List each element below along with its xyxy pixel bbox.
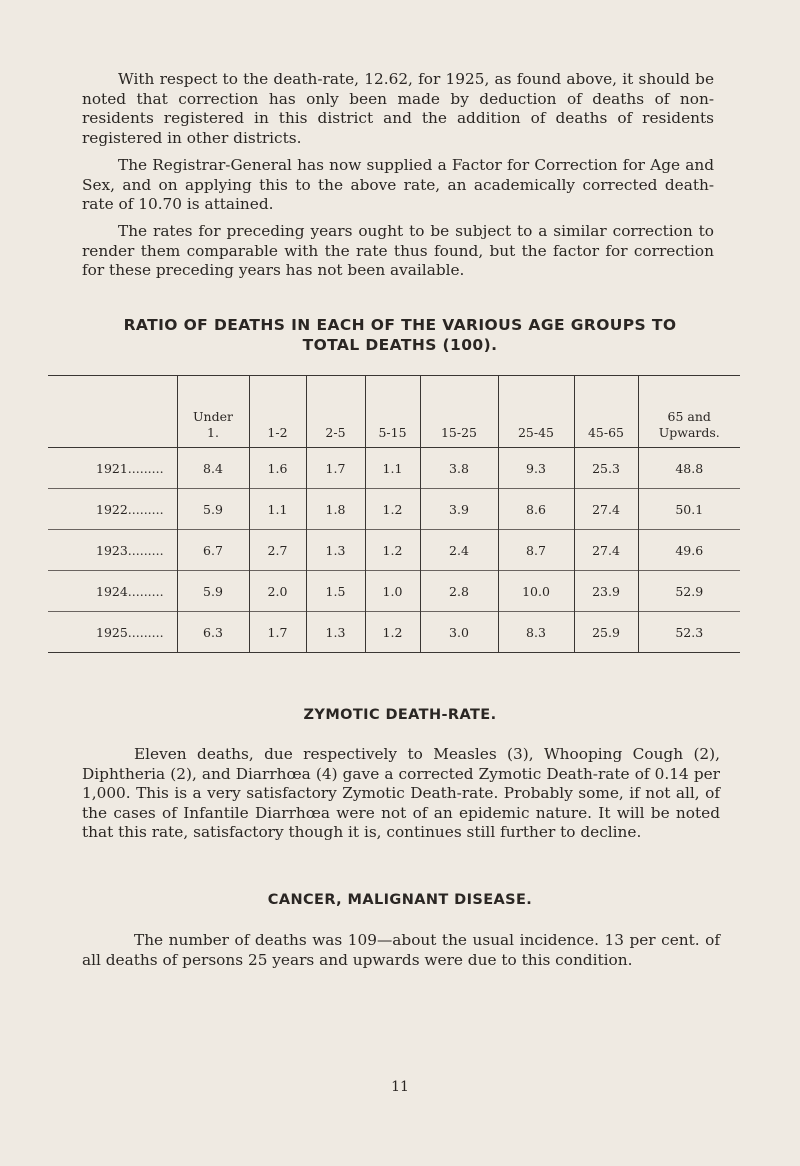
zymotic-heading: ZYMOTIC DEATH-RATE. bbox=[303, 707, 497, 723]
table-cell: 50.1 bbox=[638, 489, 740, 530]
table-cell: 8.6 bbox=[498, 489, 574, 530]
zymotic-paragraph: Eleven deaths, due respectively to Measles (3), Whooping Cough (2), Diphtheria (2), and Diarrhœa (4) gave a corrected Zymotic Death-rate of 0.14 per 1,000. This is a very satisfactory Zymotic Death-rate. Probably some, if not all, of the cases of Infantile Diarrhœa were not of an epidemic nature. It will be noted that this rate, satisfactory though it is, continues still further to decline. bbox=[82, 745, 720, 841]
table-cell: 25.3 bbox=[574, 448, 638, 489]
table-cell: 3.9 bbox=[420, 489, 498, 530]
table-cell: 1.7 bbox=[249, 612, 306, 653]
row-year: 1921......... bbox=[96, 460, 164, 476]
age-group-ratio-table bbox=[48, 375, 740, 653]
ratio-table-title-line1: RATIO OF DEATHS IN EACH OF THE VARIOUS AGE GROUPS TO bbox=[123, 316, 677, 334]
table-cell: 1.3 bbox=[306, 612, 365, 653]
table-cell: 1.2 bbox=[365, 489, 420, 530]
table-header-row bbox=[48, 376, 740, 448]
table-cell: 8.3 bbox=[498, 612, 574, 653]
header-1-2: 1-2 bbox=[249, 376, 306, 448]
table-cell: 1.2 bbox=[365, 530, 420, 571]
table-cell: 52.3 bbox=[638, 612, 740, 653]
table-cell: 1.0 bbox=[365, 571, 420, 612]
cancer-heading: CANCER, MALIGNANT DISEASE. bbox=[267, 892, 533, 908]
cancer-paragraph: The number of deaths was 109—about the usual incidence. 13 per cent. of all deaths of persons 25 years and upwards were due to this condition. bbox=[82, 931, 720, 969]
header-year bbox=[48, 376, 177, 448]
header-5-15: 5-15 bbox=[365, 376, 420, 448]
header-65-upwards: 65 and Upwards. bbox=[638, 376, 740, 448]
table-cell: 27.4 bbox=[574, 530, 638, 571]
table-cell: 1.3 bbox=[306, 530, 365, 571]
table-cell: 1.7 bbox=[306, 448, 365, 489]
table-cell: 1.1 bbox=[365, 448, 420, 489]
table-cell: 8.4 bbox=[177, 448, 249, 489]
table-cell: 25.9 bbox=[574, 612, 638, 653]
table-cell: 52.9 bbox=[638, 571, 740, 612]
table-row bbox=[48, 571, 740, 612]
table-cell: 2.7 bbox=[249, 530, 306, 571]
table-row bbox=[48, 489, 740, 530]
table-row bbox=[48, 612, 740, 653]
table-cell: 23.9 bbox=[574, 571, 638, 612]
table-cell: 6.7 bbox=[177, 530, 249, 571]
table-cell: 1.5 bbox=[306, 571, 365, 612]
header-2-5: 2-5 bbox=[306, 376, 365, 448]
table-cell: 3.0 bbox=[420, 612, 498, 653]
ratio-table-title-line2: TOTAL DEATHS (100). bbox=[302, 336, 498, 354]
table-cell: 49.6 bbox=[638, 530, 740, 571]
table-cell: 2.8 bbox=[420, 571, 498, 612]
table-row bbox=[48, 448, 740, 489]
table-cell: 2.0 bbox=[249, 571, 306, 612]
table-cell: 5.9 bbox=[177, 489, 249, 530]
page-number: 11 bbox=[391, 1079, 409, 1095]
table-cell: 27.4 bbox=[574, 489, 638, 530]
table-cell: 48.8 bbox=[638, 448, 740, 489]
table-cell: 6.3 bbox=[177, 612, 249, 653]
table-cell: 5.9 bbox=[177, 571, 249, 612]
paragraph-preceding-years: The rates for preceding years ought to be subject to a similar correction to render them comparable with the rate thus found, but the factor for correction for these preceding years has not been available. bbox=[82, 222, 714, 279]
paragraph-death-rate-correction: With respect to the death-rate, 12.62, for 1925, as found above, it should be noted that correction has only been made by deduction of deaths of non-residents registered in this district and the addition of deaths of residents registered in other districts. bbox=[82, 70, 714, 147]
table-cell: 9.3 bbox=[498, 448, 574, 489]
table-cell: 8.7 bbox=[498, 530, 574, 571]
header-under-1: Under 1. bbox=[177, 376, 249, 448]
header-45-65: 45-65 bbox=[574, 376, 638, 448]
table-row bbox=[48, 530, 740, 571]
row-year: 1923......... bbox=[96, 542, 164, 558]
header-15-25: 15-25 bbox=[420, 376, 498, 448]
table-cell: 10.0 bbox=[498, 571, 574, 612]
table-cell: 1.2 bbox=[365, 612, 420, 653]
table-cell: 1.8 bbox=[306, 489, 365, 530]
row-year: 1924......... bbox=[96, 583, 164, 599]
ratio-table-title bbox=[60, 315, 740, 355]
row-year: 1925......... bbox=[96, 624, 164, 640]
row-year: 1922......... bbox=[96, 501, 164, 517]
paragraph-factor-for-correction: The Registrar-General has now supplied a Factor for Correction for Age and Sex, and on applying this to the above rate, an academically corrected death-rate of 10.70 is attained. bbox=[82, 156, 714, 213]
header-25-45: 25-45 bbox=[498, 376, 574, 448]
table-cell: 2.4 bbox=[420, 530, 498, 571]
table-cell: 1.1 bbox=[249, 489, 306, 530]
table-cell: 3.8 bbox=[420, 448, 498, 489]
table-cell: 1.6 bbox=[249, 448, 306, 489]
